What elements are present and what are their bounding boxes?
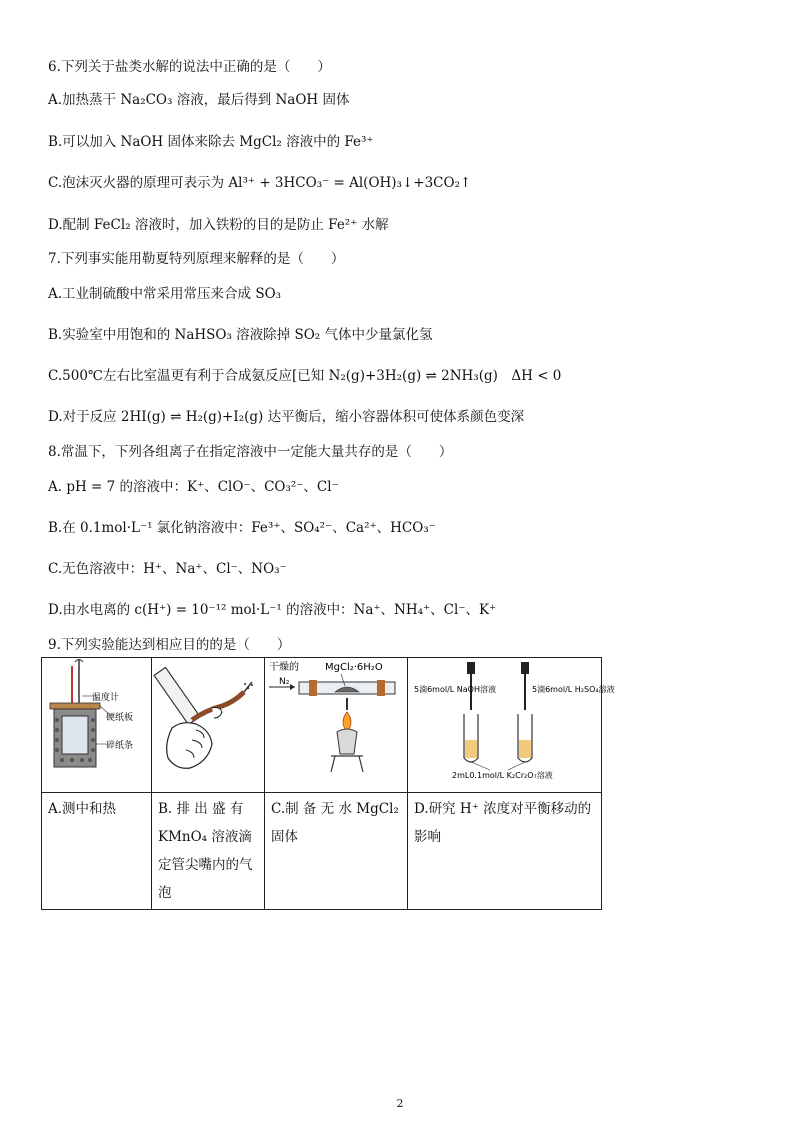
label-k2cr2o7: 2mL0.1mol/L K₂Cr₂O₇溶液 [452,771,553,780]
q9-figure-b [152,658,265,793]
label-naoh-drops: 5滴6mol/L NaOH溶液 [414,685,496,694]
q9-experiment-table [41,657,615,910]
q6-option-c: C.泡沫灭火器的原理可表示为 Al³⁺ + 3HCO₃⁻ = Al(OH)₃↓+3CO₂↑ [48,175,472,191]
label-h2so4-drops: 5滴6mol/L H₂SO₄溶液 [532,685,615,694]
label-paper-strips: 碎纸条 [106,741,134,751]
q7-option-c: C.500℃左右比室温更有利于合成氨反应[已知 N₂(g)+3H₂(g) ⇌ 2NH₃(g) ΔH < 0 [48,368,562,384]
q6-option-d: D.配制 FeCl₂ 溶液时，加入铁粉的目的是防止 Fe²⁺ 水解 [48,217,389,233]
label-dry: 干燥的 [269,662,299,673]
q6-option-a: A.加热蒸干 Na₂CO₃ 溶液，最后得到 NaOH 固体 [48,92,350,108]
q9-figure-a [42,658,152,793]
burette-bubble-diagram [152,658,263,782]
q9-option-a: A.测中和热 [42,793,152,910]
q9-figure-d [408,658,615,793]
label-salt: MgCl₂·6H₂O [325,662,383,673]
q9-option-c: C.制 备 无 水 MgCl₂ 固体 [265,793,408,910]
calorimeter-diagram [42,658,150,782]
chromate-equilibrium-diagram [408,658,615,782]
page-number: 2 [396,1097,404,1110]
q8-option-d: D.由水电离的 c(H⁺) = 10⁻¹² mol·L⁻¹ 的溶液中：Na⁺、NH₄⁺、Cl⁻、K⁺ [48,602,497,618]
q6-stem: 6.下列关于盐类水解的说法中正确的是（ ） [48,59,331,75]
q9-figure-c [265,658,408,793]
q6-option-b: B.可以加入 NaOH 固体来除去 MgCl₂ 溶液中的 Fe³⁺ [48,134,374,150]
label-board: 硬纸板 [106,713,134,723]
q8-option-c: C.无色溶液中：H⁺、Na⁺、Cl⁻、NO₃⁻ [48,561,287,577]
q7-option-b: B.实验室中用饱和的 NaHSO₃ 溶液除掉 SO₂ 气体中少量氯化氢 [48,327,433,343]
q7-option-a: A.工业制硫酸中常采用常压来合成 SO₃ [48,286,282,302]
q9-option-d: D.研究 H⁺ 浓度对平衡移动的影响 [408,793,602,910]
q9-stem: 9.下列实验能达到相应目的的是（ ） [48,637,291,653]
q8-option-b: B.在 0.1mol·L⁻¹ 氯化钠溶液中：Fe³⁺、SO₄²⁻、Ca²⁺、HCO₃⁻ [48,520,436,536]
q9-option-b: B. 排 出 盛 有 KMnO₄ 溶液滴定管尖嘴内的气泡 [152,793,265,910]
label-n2: N₂ [279,677,290,687]
q7-stem: 7.下列事实能用勒夏特列原理来解释的是（ ） [48,251,345,267]
q8-option-a: A. pH = 7 的溶液中：K⁺、ClO⁻、CO₃²⁻、Cl⁻ [48,479,339,495]
anhydrous-mgcl2-diagram [265,658,406,782]
label-thermometer: 温度计 [92,693,120,703]
q8-stem: 8.常温下，下列各组离子在指定溶液中一定能大量共存的是（ ） [48,444,453,460]
q7-option-d: D.对于反应 2HI(g) ⇌ H₂(g)+I₂(g) 达平衡后，缩小容器体积可使体系颜色变深 [48,409,525,425]
